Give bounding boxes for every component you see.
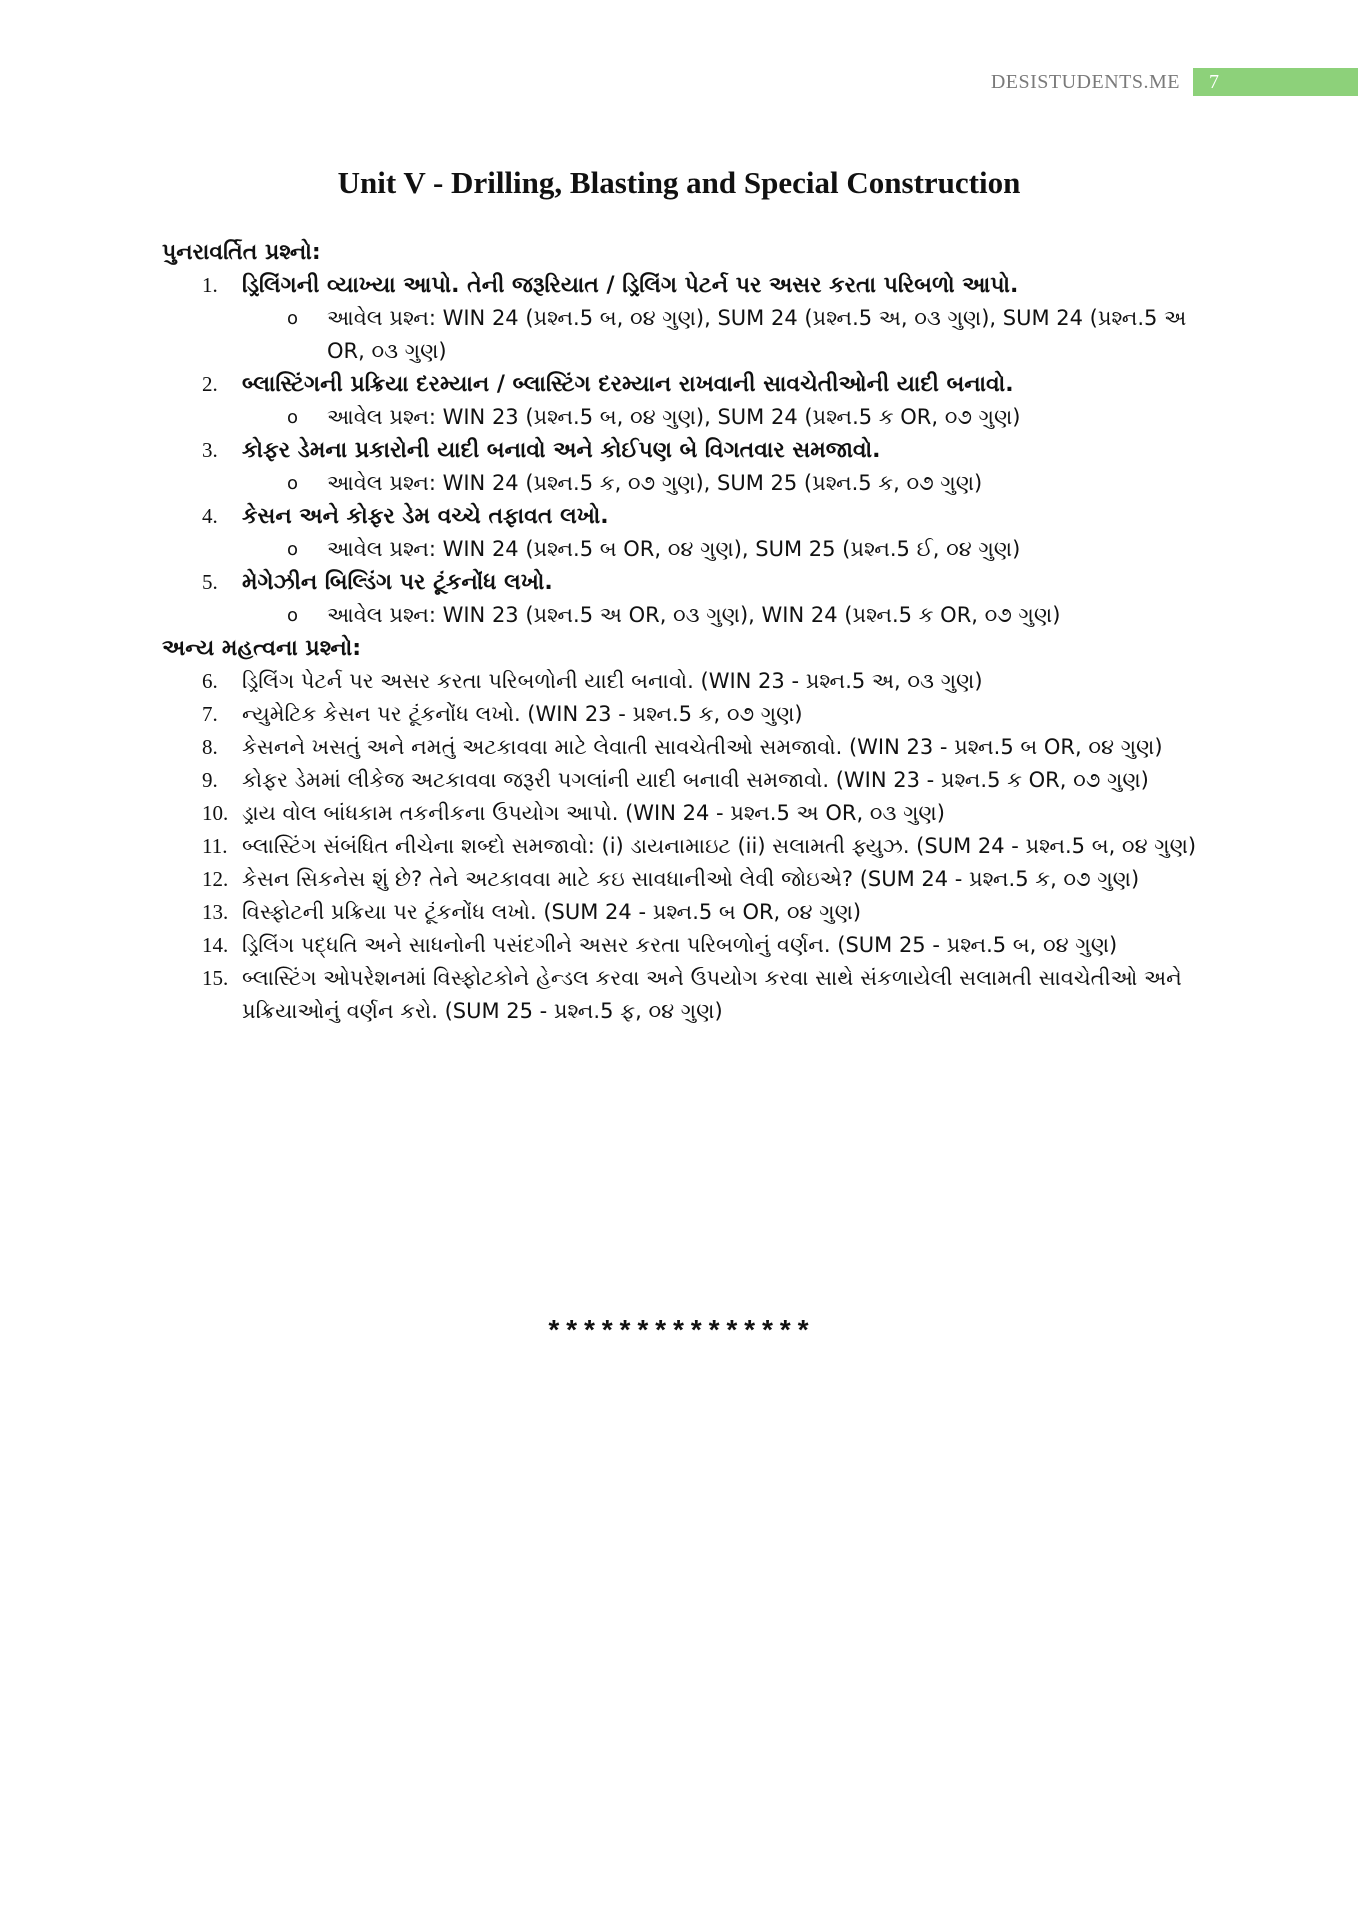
question-list [162, 236, 1222, 1028]
question-text: બ્લાસ્ટિંગની પ્રક્રિયા દરમ્યાન / બ્લાસ્ટિંગ દરમ્યાન રાખવાની સાવચેતીઓની યાદી બનાવો. [242, 372, 1014, 397]
question-text: બ્લાસ્ટિંગ સંબંધિત નીચેના શબ્દો સમજાવો: (i) ડાયનામાઇટ (ii) સલામતી ફ્યુઝ. (SUM 24 - પ્રશ્ન.5 બ, ૦૪ ગુણ) [242, 834, 1197, 858]
bullet-icon: o [287, 407, 299, 428]
question-item [162, 368, 1222, 401]
bullet-icon: o [287, 605, 299, 626]
question-item [162, 566, 1222, 599]
question-item [162, 896, 1222, 929]
question-item [162, 731, 1222, 764]
question-number: 3. [202, 438, 218, 462]
bullet-icon: o [287, 473, 299, 494]
question-item [162, 962, 1222, 1028]
question-number: 12. [202, 867, 229, 891]
question-number: 10. [202, 801, 229, 825]
question-item [162, 863, 1222, 896]
asked-in-text: આવેલ પ્રશ્ન: WIN 23 (પ્રશ્ન.5 અ OR, ૦૩ ગુણ), WIN 24 (પ્રશ્ન.5 ક OR, ૦૭ ગુણ) [327, 603, 1061, 627]
asked-in-text: આવેલ પ્રશ્ન: WIN 24 (પ્રશ્ન.5 ક, ૦૭ ગુણ), SUM 25 (પ્રશ્ન.5 ક, ૦૭ ગુણ) [327, 471, 983, 495]
question-text: બ્લાસ્ટિંગ ઓપરેશનમાં વિસ્ફોટકોને હેન્ડલ કરવા અને ઉપયોગ કરવા સાથે સંકળાયેલી સલામતી સાવચેતીઓ અને પ્રક્રિયાઓનું વર્ણન કરો. (SUM 25 - પ્રશ્ન.5 ફ, ૦૪ ગુણ) [242, 966, 1182, 1023]
bullet-icon: o [287, 308, 299, 329]
question-text: ડ્રિલિંગ પેટર્ન પર અસર કરતા પરિબળોની યાદી બનાવો. (WIN 23 - પ્રશ્ન.5 અ, ૦૩ ગુણ) [242, 669, 983, 693]
asked-in-text: આવેલ પ્રશ્ન: WIN 24 (પ્રશ્ન.5 બ, ૦૪ ગુણ), SUM 24 (પ્રશ્ન.5 અ, ૦૩ ગુણ), SUM 24 (પ્રશ્ન.5 અ OR, ૦૩ ગુણ) [327, 306, 1187, 363]
question-number: 14. [202, 933, 229, 957]
question-text: કેસન અને કોફર ડેમ વચ્ચે તફાવત લખો. [242, 504, 609, 529]
question-number: 6. [202, 669, 218, 693]
other-questions-heading: અન્ય મહત્વના પ્રશ્નો: [162, 636, 362, 661]
question-item [162, 797, 1222, 830]
question-text: મેગેઝીન બિલ્ડિંગ પર ટૂંકનોંધ લખો. [242, 570, 553, 595]
repeated-questions-heading: પુનરાવર્તિત પ્રશ્નો: [162, 240, 321, 265]
question-number: 5. [202, 570, 218, 594]
asked-in [162, 533, 1222, 566]
question-text: કેસન સિકનેસ શું છે? તેને અટકાવવા માટે કઇ સાવધાનીઓ લેવી જોઇએ? (SUM 24 - પ્રશ્ન.5 ક, ૦૭ ગુણ) [242, 867, 1140, 891]
question-number: 13. [202, 900, 229, 924]
question-item [162, 500, 1222, 533]
question-text: ડ્રિલિંગ પદ્ધતિ અને સાધનોની પસંદગીને અસર કરતા પરિબળોનું વર્ણન. (SUM 25 - પ્રશ્ન.5 બ, ૦૪ ગુણ) [242, 933, 1118, 957]
question-item [162, 830, 1222, 863]
asked-in [162, 599, 1222, 632]
asked-in-text: આવેલ પ્રશ્ન: WIN 23 (પ્રશ્ન.5 બ, ૦૪ ગુણ), SUM 24 (પ્રશ્ન.5 ક OR, ૦૭ ગુણ) [327, 405, 1021, 429]
page-header [958, 68, 1358, 98]
question-number: 8. [202, 735, 218, 759]
end-marker: *************** [545, 1318, 813, 1349]
question-number: 9. [202, 768, 218, 792]
question-number: 15. [202, 966, 229, 990]
page-number: 7 [1193, 68, 1358, 96]
question-number: 7. [202, 702, 218, 726]
asked-in [162, 401, 1222, 434]
question-text: ન્યુમેટિક કેસન પર ટૂંકનોંધ લખો. (WIN 23 - પ્રશ્ન.5 ક, ૦૭ ગુણ) [242, 702, 803, 726]
question-number: 11. [202, 834, 228, 858]
question-text: કેસનને ખસતું અને નમતું અટકાવવા માટે લેવાતી સાવચેતીઓ સમજાવો. (WIN 23 - પ્રશ્ન.5 બ OR, ૦૪ ગુણ) [242, 735, 1163, 759]
question-text: ડ્રિલિંગની વ્યાખ્યા આપો. તેની જરૂરિયાત / ડ્રિલિંગ પેટર્ન પર અસર કરતા પરિબળો આપો. [242, 273, 1019, 298]
asked-in [162, 467, 1222, 500]
question-number: 1. [202, 273, 218, 297]
question-item [162, 269, 1222, 302]
site-name: DESISTUDENTS.ME [990, 71, 1180, 93]
question-number: 2. [202, 372, 218, 396]
question-item [162, 665, 1222, 698]
question-item [162, 929, 1222, 962]
question-item [162, 698, 1222, 731]
asked-in [162, 302, 1222, 368]
page-title: Unit V - Drilling, Blasting and Special Construction [337, 165, 1021, 200]
asked-in-text: આવેલ પ્રશ્ન: WIN 24 (પ્રશ્ન.5 બ OR, ૦૪ ગુણ), SUM 25 (પ્રશ્ન.5 ઈ, ૦૪ ગુણ) [327, 537, 1021, 561]
question-item [162, 764, 1222, 797]
question-text: કોફર ડેમમાં લીકેજ અટકાવવા જરૂરી પગલાંની યાદી બનાવી સમજાવો. (WIN 23 - પ્રશ્ન.5 ક OR, ૦૭ ગુણ) [242, 768, 1149, 792]
question-text: વિસ્ફોટની પ્રક્રિયા પર ટૂંકનોંધ લખો. (SUM 24 - પ્રશ્ન.5 બ OR, ૦૪ ગુણ) [242, 900, 862, 924]
question-number: 4. [202, 504, 218, 528]
question-text: ડ્રાય વોલ બાંધકામ તકનીકના ઉપયોગ આપો. (WIN 24 - પ્રશ્ન.5 અ OR, ૦૩ ગુણ) [242, 801, 945, 825]
question-item [162, 434, 1222, 467]
bullet-icon: o [287, 539, 299, 560]
question-text: કોફર ડેમના પ્રકારોની યાદી બનાવો અને કોઈપણ બે વિગતવાર સમજાવો. [242, 438, 881, 463]
